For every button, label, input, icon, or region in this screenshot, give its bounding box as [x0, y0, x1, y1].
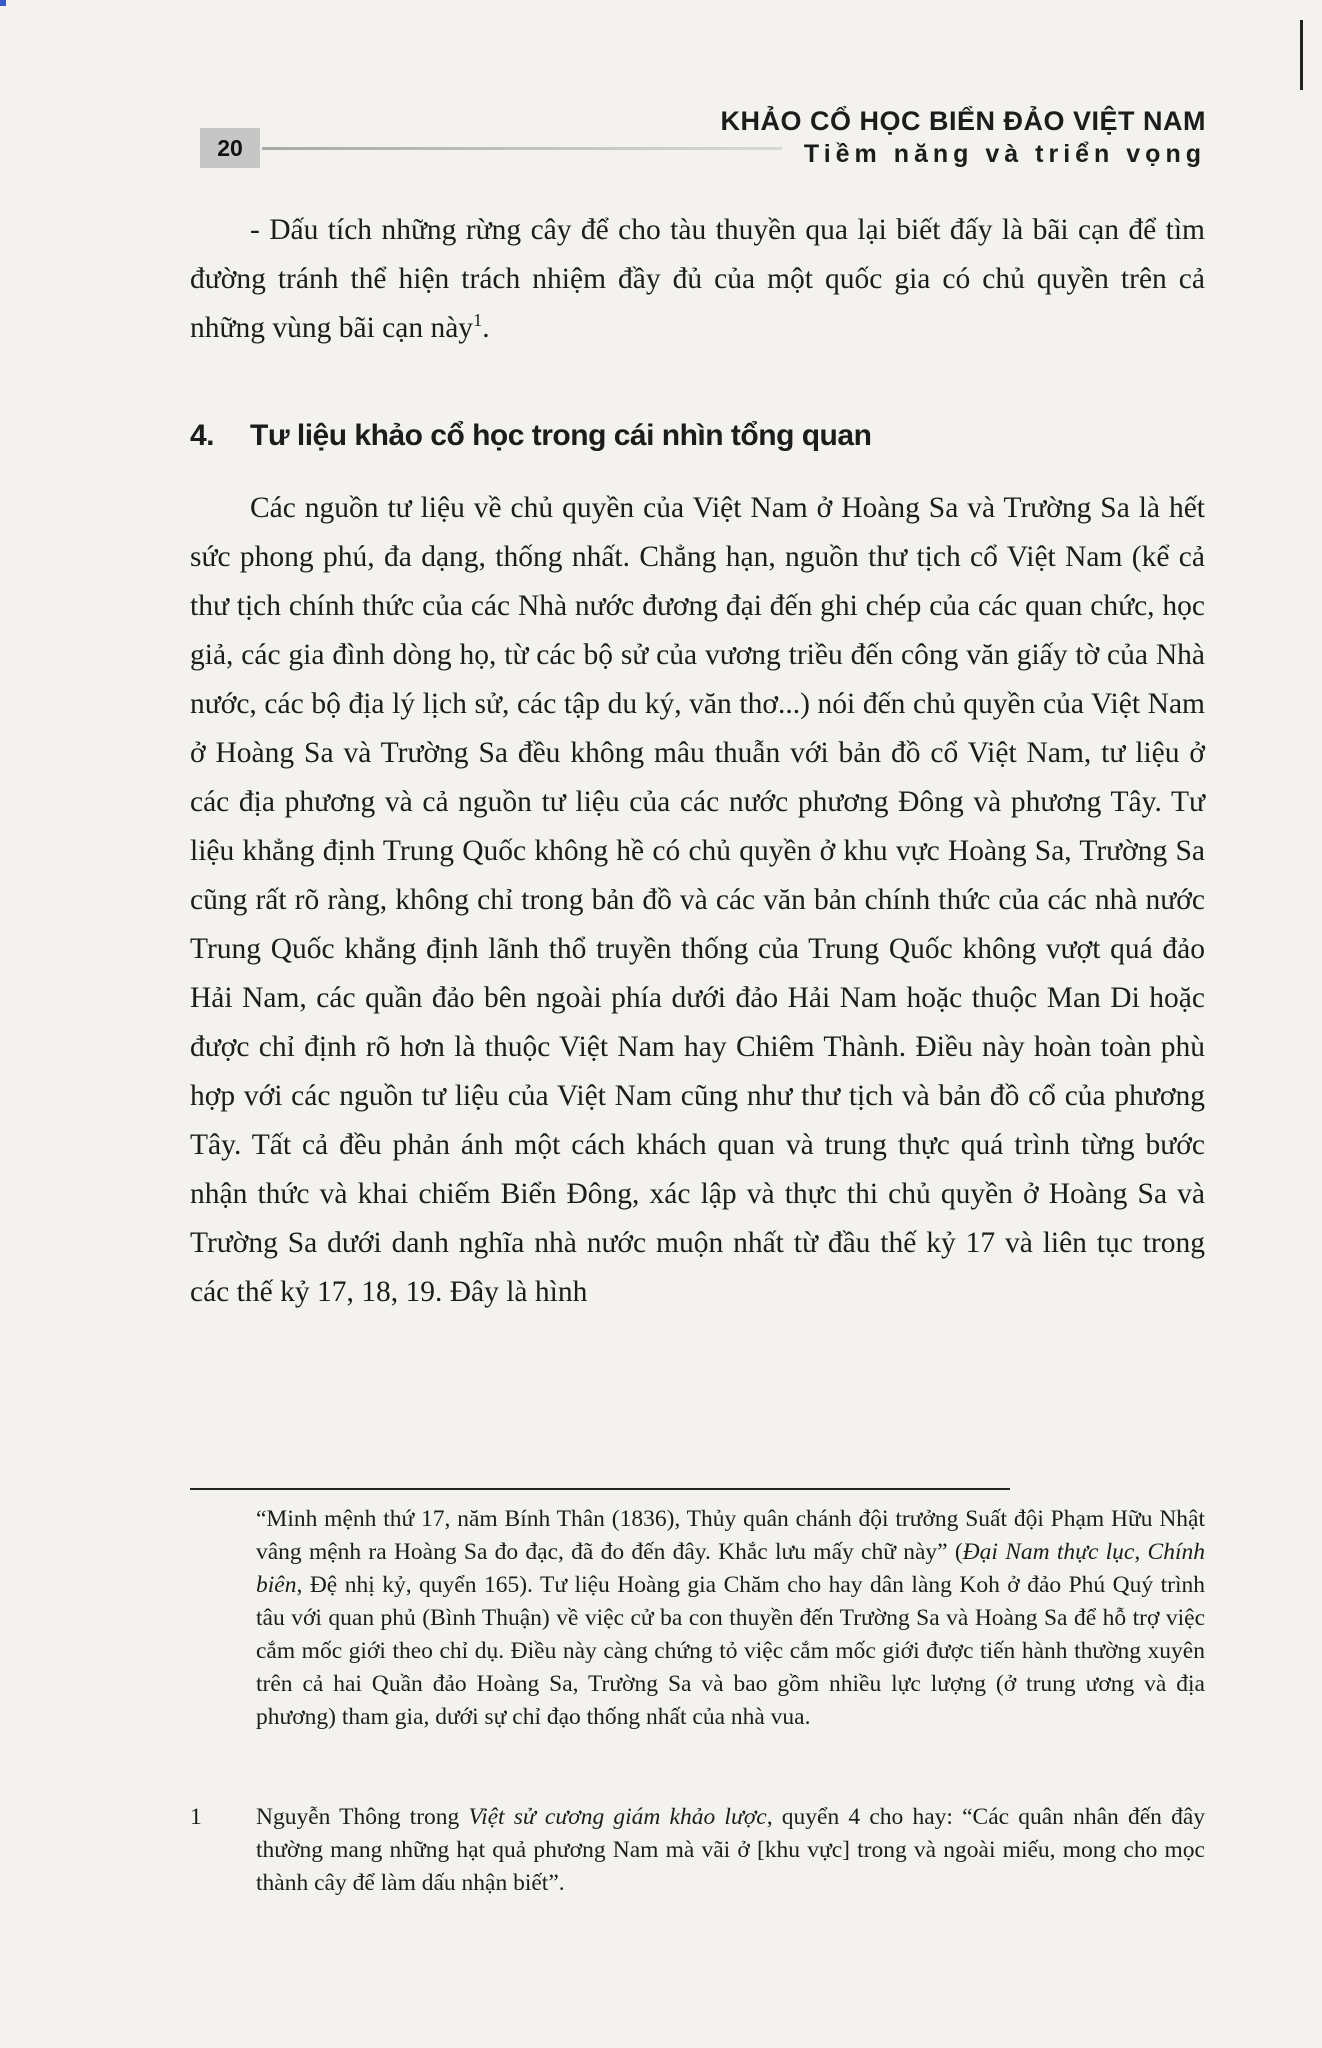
- footnote-body: Nguyễn Thông trong Việt sử cương giám khảo lược, quyển 4 cho hay: “Các quân nhân đến đây thường mang những hạt quả phương Nam mà vãi ở [khu vực] trong và ngoài miếu, mong cho mọc thành cây để làm dấu nhận biết”.: [256, 1804, 1206, 1896]
- footnote-1: [190, 1801, 1205, 1900]
- intro-paragraph: - Dấu tích những rừng cây để cho tàu thuyền qua lại biết đấy là bãi cạn để tìm đường tránh thể hiện trách nhiệm đầy đủ của một quốc gia có chủ quyền trên cả những vùng bãi cạn này$^1$.: [190, 214, 1205, 344]
- section-number: 4.: [190, 419, 215, 452]
- footnote-separator: [190, 1488, 1010, 1490]
- main-paragraph: Các nguồn tư liệu về chủ quyền của Việt Nam ở Hoàng Sa và Trường Sa là hết sức phong phú, đa dạng, thống nhất. Chẳng hạn, nguồn thư tịch cổ Việt Nam (kể cả thư tịch chính thức của các Nhà nước đương đại đến ghi chép của các quan chức, học giả, các gia đình dòng họ, từ các bộ sử của vương triều đến công văn giấy tờ của Nhà nước, các bộ địa lý lịch sử, các tập du ký, văn thơ...) nói đến chủ quyền của Việt Nam ở Hoàng Sa và Trường Sa đều không mâu thuẫn với bản đồ cổ Việt Nam, tư liệu ở các địa phương và cả nguồn tư liệu của các nước phương Đông và phương Tây. Tư liệu khẳng định Trung Quốc không hề có chủ quyền ở khu vực Hoàng Sa, Trường Sa cũng rất rõ ràng, không chỉ trong bản đồ và các văn bản chính thức của các nhà nước Trung Quốc khẳng định lãnh thổ truyền thống của Trung Quốc không vượt quá đảo Hải Nam, các quần đảo bên ngoài phía dưới đảo Hải Nam hoặc thuộc Man Di hoặc được chỉ định rõ hơn là thuộc Việt Nam hay Chiêm Thành. Điều này hoàn toàn phù hợp với các nguồn tư liệu của Việt Nam cũng như thư tịch và bản đồ cổ của phương Tây. Tất cả đều phản ánh một cách khách quan và trung thực quá trình từng bước nhận thức và khai chiếm Biển Đông, xác lập và thực thi chủ quyền ở Hoàng Sa và Trường Sa dưới danh nghĩa nhà nước muộn nhất từ đầu thế kỷ 17 và liên tục trong các thế kỷ 17, 18, 19. Đây là hình: [190, 492, 1205, 1308]
- footnote-reference[interactable]: 1: [473, 310, 483, 331]
- footnote-continuation: “Minh mệnh thứ 17, năm Bính Thân (1836), Thủy quân chánh đội trưởng Suất đội Phạm Hữu Nhật vâng mệnh ra Hoàng Sa đo đạc, đã đo đến đây. Khắc lưu mấy chữ này” (Đại Nam thực lục, Chính biên, Đệ nhị kỷ, quyển 165). Tư liệu Hoàng gia Chăm cho hay dân làng Koh ở đảo Phú Quý trình tâu với quan phủ (Bình Thuận) về việc cử ba con thuyền đến Trường Sa và Hoàng Sa để hỗ trợ việc cắm mốc giới theo chỉ dụ. Điều này càng chứng tỏ việc cắm mốc giới được tiến hành thường xuyên trên cả hai Quần đảo Hoàng Sa, Trường Sa và bao gồm nhiều lực lượng (ở trung ương và địa phương) tham gia, dưới sự chỉ đạo thống nhất của nhà vua.: [256, 1506, 1205, 1730]
- footnote-marker: 1: [190, 1804, 202, 1830]
- section-heading: [190, 414, 1205, 458]
- intro-paragraph-block: [190, 206, 1205, 353]
- main-paragraph-block: [190, 484, 1205, 1317]
- page-number: 20: [200, 128, 260, 168]
- cited-work-title: Đại Nam thực lục: [962, 1539, 1135, 1565]
- cited-work-title: Việt sử cương giám khảo lược: [468, 1804, 767, 1830]
- section-title: Tư liệu khảo cổ học trong cái nhìn tổng quan: [250, 419, 872, 452]
- page-edge-mark: [1300, 20, 1303, 90]
- cited-work-section: Chính biên: [256, 1539, 1205, 1598]
- book-title: KHẢO CỔ HỌC BIỂN ĐẢO VIỆT NAM: [720, 106, 1206, 136]
- scan-corner-mark: [0, 0, 6, 6]
- running-header: [686, 104, 1206, 170]
- book-subtitle: Tiềm năng và triển vọng: [803, 140, 1206, 168]
